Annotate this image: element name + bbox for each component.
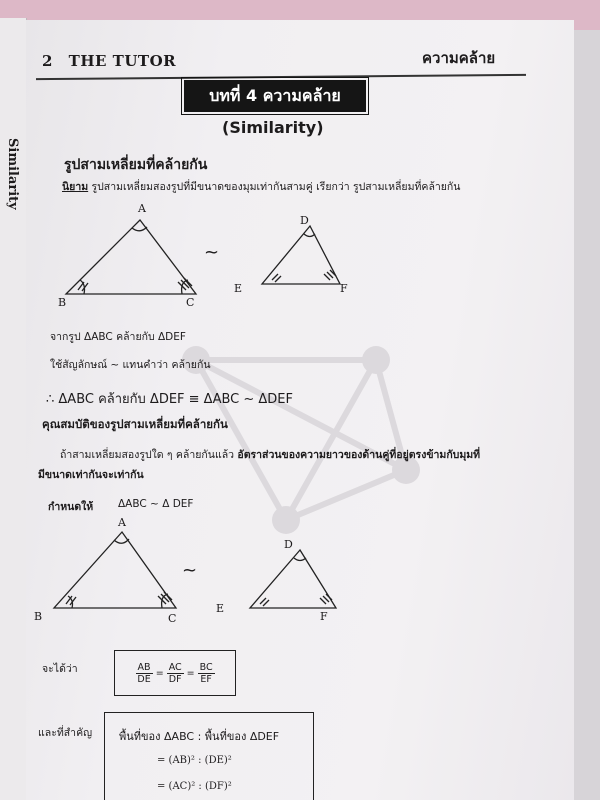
definition xyxy=(62,178,460,195)
label-c-2: C xyxy=(168,612,177,625)
ratio-bc-ef: $\frac{BC}{EF}$ xyxy=(199,661,213,685)
chapter-title: บทที่ 4 ความคล้าย xyxy=(184,80,366,112)
property-line-1 xyxy=(60,446,480,463)
left-page-edge xyxy=(0,18,27,800)
important-label: และที่สำคัญ xyxy=(38,727,93,739)
equals-sign: = xyxy=(155,667,164,679)
page-number: 2 xyxy=(42,52,53,70)
similar-symbol-2: ~ xyxy=(182,560,198,581)
label-d: D xyxy=(300,214,309,227)
label-a: A xyxy=(138,202,146,215)
label-e-2: E xyxy=(216,602,225,615)
label-b-2: B xyxy=(34,610,43,623)
figure-similar-triangles-1 xyxy=(50,198,380,338)
statement-from-figure: จากรูป ΔABC คล้ายกับ ΔDEF xyxy=(50,331,186,343)
equals-sign: = xyxy=(186,667,195,679)
area-ratio-line-3: = (AC)² : (DF)² xyxy=(157,781,232,792)
header-topic: ความคล้าย xyxy=(422,49,496,67)
label-f-2: F xyxy=(320,610,328,623)
angle-a-mark xyxy=(132,227,147,231)
label-b: B xyxy=(58,296,67,309)
triangle-def-2 xyxy=(250,550,336,608)
property-line-2: มีขนาดเท่ากันจะเท่ากัน xyxy=(38,469,144,481)
definition-text: รูปสามเหลี่ยมสองรูปที่มีขนาดของมุมเท่ากันสามคู่ เรียกว่า รูปสามเหลี่ยมที่คล้ายกัน xyxy=(88,181,461,193)
label-c: C xyxy=(186,296,195,309)
property-line-1-bold: อัตราส่วนของความยาวของด้านคู่ที่อยู่ตรงข้ามกับมุมที่ xyxy=(237,449,481,461)
area-ratio-box xyxy=(104,712,314,800)
triangle-def xyxy=(262,226,340,284)
area-ratio-line: พื้นที่ของ ΔABC : พื้นที่ของ ΔDEF xyxy=(119,730,280,743)
chapter-subtitle: (Similarity) xyxy=(222,118,324,137)
similar-symbol: ~ xyxy=(204,242,220,263)
label-a-2: A xyxy=(118,516,126,529)
result-label: จะได้ว่า xyxy=(42,663,78,675)
book-title: THE TUTOR xyxy=(68,52,177,70)
statement-symbol: ใช้สัญลักษณ์ ~ แทนคำว่า คล้ายกัน xyxy=(50,359,211,371)
section-title-properties: คุณสมบัติของรูปสามเหลี่ยมที่คล้ายกัน xyxy=(42,417,228,431)
given-value: ΔABC ~ Δ DEF xyxy=(118,498,194,510)
ratio-ab-de: $\frac{AB}{DE}$ xyxy=(137,661,151,685)
triangle-abc xyxy=(66,220,196,294)
angle-d-mark xyxy=(304,234,315,237)
ratio-ac-df: $\frac{AC}{DF}$ xyxy=(168,661,182,685)
property-line-1-normal: ถ้าสามเหลี่ยมสองรูปใด ๆ คล้ายกันแล้ว xyxy=(60,449,238,461)
book-page xyxy=(26,20,574,800)
label-f: F xyxy=(340,282,348,295)
section-title-similar-triangles: รูปสามเหลี่ยมที่คล้ายกัน xyxy=(64,157,208,173)
label-d-2: D xyxy=(284,538,293,551)
ratio-formula-box xyxy=(114,650,236,696)
definition-term: นิยาม xyxy=(62,181,89,193)
page-header xyxy=(42,52,176,70)
area-ratio-line-2: = (AB)² : (DE)² xyxy=(157,755,232,766)
statement-equivalence: ∴ ΔABC คล้ายกับ ΔDEF ≡ ΔABC ~ ΔDEF xyxy=(46,392,293,407)
given-label: กำหนดให้ xyxy=(48,501,94,513)
spine-label: Similarity xyxy=(5,138,20,210)
label-e: E xyxy=(234,282,243,295)
